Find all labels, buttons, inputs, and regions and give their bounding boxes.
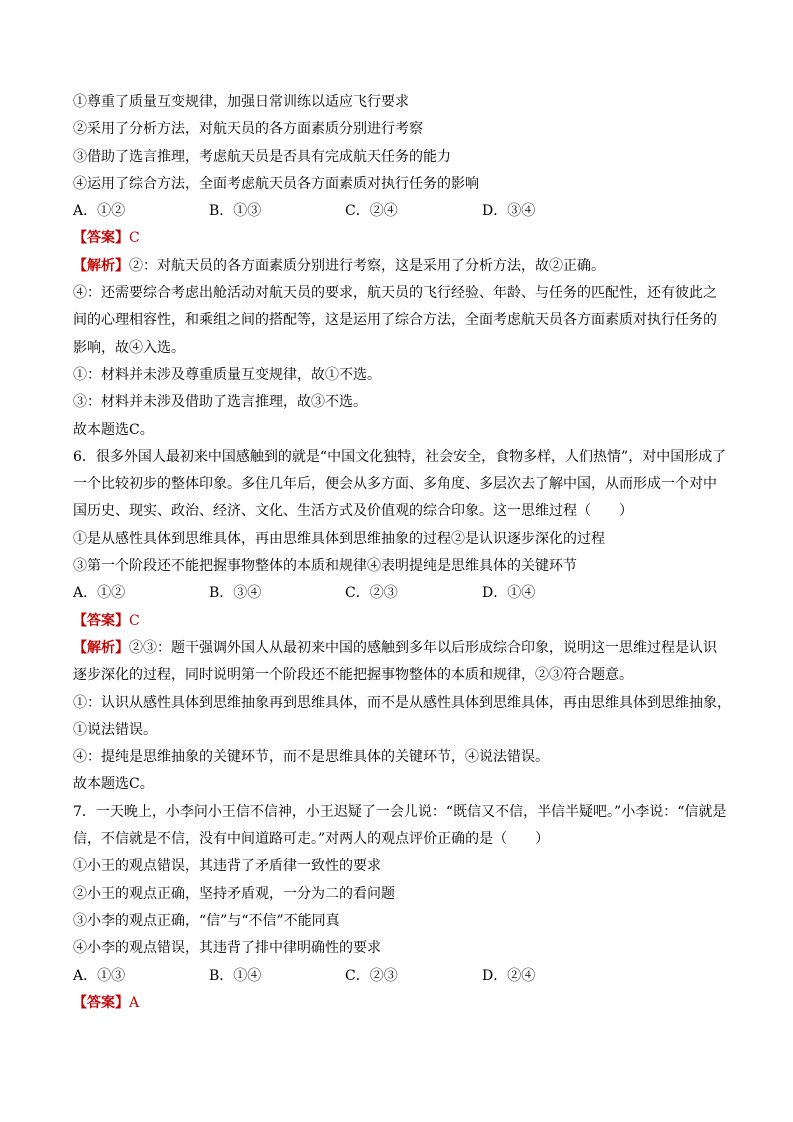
option-a: A．①③ xyxy=(73,967,126,984)
analysis-line: 逐步深化的过程，同时说明第一个阶段还不能把握事物整体的本质和规律，②③符合题意。 xyxy=(73,667,633,684)
option-b: B．③④ xyxy=(209,585,262,602)
statement-4: ④运用了综合方法，全面考虑航天员各方面素质对执行任务的影响 xyxy=(73,175,479,192)
options-row xyxy=(73,198,733,225)
answer-line xyxy=(73,608,733,635)
statement-1: ①尊重了质量互变规律，加强日常训练以适应飞行要求 xyxy=(73,94,409,110)
question-stem: 7．一天晚上，小李问小王信不信神，小王迟疑了一会儿说：“既信又不信，半信半疑吧。”小李说：“信就是 xyxy=(73,803,727,820)
analysis-line: 间的心理相容性，和乘组之间的搭配等，这是运用了综合方法，全面考虑航天员各方面素质对执行任务的 xyxy=(73,312,717,329)
option-b: B．①③ xyxy=(209,203,262,220)
analysis-line: ①：认识从感性具体到思维抽象再到思维具体，而不是从感性具体到思维具体，再由思维具体到思维抽象， xyxy=(73,694,731,711)
option-a: A．①② xyxy=(73,203,126,220)
analysis-line: ③：材料并未涉及借助了选言推理，故③不选。 xyxy=(73,394,367,411)
answer-value: C xyxy=(129,612,140,629)
answer-tag: 【答案】 xyxy=(73,230,129,247)
option-b: B．①④ xyxy=(209,967,262,984)
statement-3-4: ③第一个阶段还不能把握事物整体的本质和规律④表明提纯是思维具体的关键环节 xyxy=(73,558,577,575)
analysis-line xyxy=(73,635,733,662)
options-row xyxy=(73,963,733,990)
option-d: D．①④ xyxy=(482,585,536,602)
document-page xyxy=(73,89,733,1017)
question-5 xyxy=(73,89,733,444)
statement-1: ①小王的观点错误，其违背了矛盾律一致性的要求 xyxy=(73,858,381,875)
statement-4: ④小李的观点错误，其违背了排中律明确性的要求 xyxy=(73,940,381,957)
question-stem: 信，不信就是不信，没有中间道路可走。”对两人的观点评价正确的是（ ） xyxy=(73,831,550,848)
answer-value: A xyxy=(129,994,140,1011)
statement-3: ③小李的观点正确，“信”与“不信”不能同真 xyxy=(73,912,340,929)
answer-tag: 【答案】 xyxy=(73,994,129,1011)
options-row xyxy=(73,580,733,607)
analysis-tag: 【解析】 xyxy=(73,639,129,656)
analysis-line: ①：材料并未涉及尊重质量互变规律，故①不选。 xyxy=(73,366,381,383)
option-a: A．①② xyxy=(73,585,126,602)
statement-2: ②采用了分析方法，对航天员的各方面素质分别进行考察 xyxy=(73,121,423,138)
analysis-text: ②：对航天员的各方面素质分别进行考察，这是采用了分析方法，故②正确。 xyxy=(129,257,605,274)
conclusion-line: 故本题选C。 xyxy=(73,421,154,438)
option-d: D．③④ xyxy=(482,203,536,220)
conclusion-line: 故本题选C。 xyxy=(73,776,154,793)
analysis-line xyxy=(73,253,733,280)
answer-tag: 【答案】 xyxy=(73,612,129,629)
question-stem: 6．很多外国人最初来中国感触到的就是“中国文化独特，社会安全，食物多样，人们热情”，对中国形成了 xyxy=(73,448,727,465)
answer-line xyxy=(73,990,733,1017)
option-c: C．②③ xyxy=(345,967,398,984)
question-stem: 国历史、现实、政治、经济、文化、生活方式及价值观的综合印象。这一思维过程（ ） xyxy=(73,503,633,520)
analysis-line: ④：提纯是思维抽象的关键环节，而不是思维具体的关键环节，④说法错误。 xyxy=(73,749,549,766)
statement-1-2: ①是从感性具体到思维具体，再由思维具体到思维抽象的过程②是认识逐步深化的过程 xyxy=(73,530,605,547)
analysis-line: 影响，故④入选。 xyxy=(73,339,185,356)
statement-3: ③借助了选言推理，考虑航天员是否具有完成航天任务的能力 xyxy=(73,148,451,165)
option-c: C．②③ xyxy=(345,585,398,602)
option-c: C．②④ xyxy=(345,203,398,220)
answer-line xyxy=(73,225,733,252)
statement-2: ②小王的观点正确，坚持矛盾观，一分为二的看问题 xyxy=(73,885,395,902)
question-6 xyxy=(73,444,733,799)
analysis-line: ④：还需要综合考虑出舱活动对航天员的要求，航天员的飞行经验、年龄、与任务的匹配性，还有彼此之 xyxy=(73,285,717,302)
question-stem: 一个比较初步的整体印象。多住几年后，便会从多方面、多角度、多层次去了解中国，从而形成一个对中 xyxy=(73,476,717,493)
analysis-line: ①说法错误。 xyxy=(73,721,157,738)
analysis-tag: 【解析】 xyxy=(73,257,129,274)
option-d: D．②④ xyxy=(482,967,536,984)
analysis-text: ②③：题干强调外国人从最初来中国的感触到多年以后形成综合印象，说明这一思维过程是认识 xyxy=(129,639,717,656)
answer-value: C xyxy=(129,230,140,247)
question-7 xyxy=(73,799,733,1017)
